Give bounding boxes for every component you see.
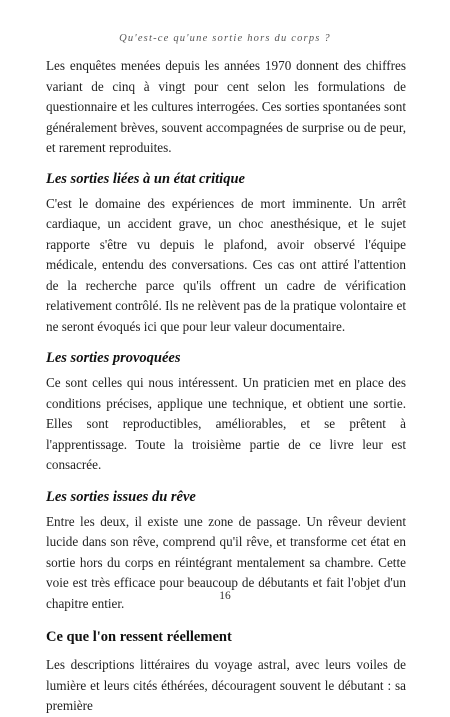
section-heading-what-you-feel: Ce que l'on ressent réellement [46, 629, 232, 645]
section-heading-dream: Les sorties issues du rêve [46, 488, 196, 505]
section-body-critical-state: C'est le domaine des expériences de mort imminente. Un arrêt cardiaque, un accident grave, un choc anesthésique, et le sujet rapporte s'être vu depuis le plafond, avoir observé l'équipe médicale, entendu des conversations. Ces cas ont attiré l'attention de la recherche parce qu'ils offrent un cadre de vérification relativement contrôlé. Ils ne relèvent pas de la pratique volontaire et ne seront évoqués ici que pour leur valeur documentaire. [46, 195, 406, 334]
intro-paragraph: Les enquêtes menées depuis les années 1970 donnent des chiffres variant de cinq à vingt pour cent selon les formulations de questionnaire et les cultures interrogées. Ces sorties spontanées sont généralement brèves, souvent accompagnées de surprise ou de peur, et rarement reproduites. [46, 58, 406, 155]
section-body-dream: Entre les deux, il existe une zone de passage. Un rêveur devient lucide dans son rêve, comprend qu'il rêve, et transforme cet état en sortie hors du corps en réintégrant mentalement sa chambre. Cette voie est très efficace pour beaucoup de débutants et fait l'objet d'un chapitre entier. [46, 513, 406, 611]
section-body-induced: Ce sont celles qui nous intéressent. Un praticien met en place des conditions précises, applique une technique, et obtient une sortie. Elles sont reproductibles, améliorables, et se prêtent à l'apprentissage. Toute la troisième partie de ce livre leur est consacrée. [46, 375, 406, 472]
section-heading-critical-state: Les sorties liées à un état critique [46, 170, 245, 187]
page-number: 16 [219, 590, 231, 602]
section-body-what-you-feel: Les descriptions littéraires du voyage astral, avec leurs voiles de lumière et leurs cités éthérées, découragent souvent le débutant : sa première [46, 657, 406, 713]
running-header: Qu'est-ce qu'une sortie hors du corps ? [119, 33, 331, 44]
page-content [46, 56, 406, 717]
section-heading-induced: Les sorties provoquées [46, 350, 181, 366]
